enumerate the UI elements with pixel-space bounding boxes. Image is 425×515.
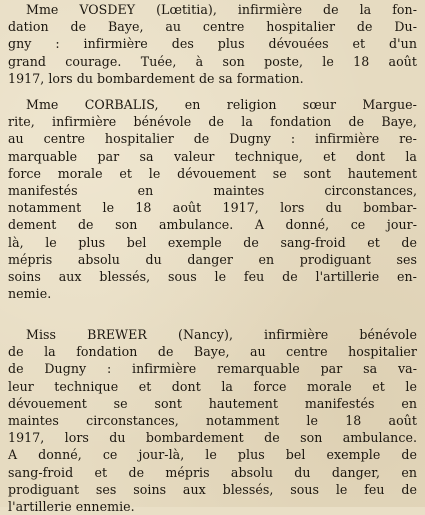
text-line: soins aux blessés, sous le feu de l'artillerie en-	[8, 268, 417, 284]
text-line: maintes circonstances, notamment le 18 août	[8, 412, 417, 428]
text-line: leur technique et dont la force morale et le	[8, 378, 417, 394]
text-line: de la fondation de Baye, au centre hospitalier	[8, 344, 417, 360]
citation-brewer	[8, 326, 417, 515]
text-line: rite, infirmière bénévole de la fondation de Baye,	[8, 114, 417, 130]
text-line: au centre hospitalier de Dugny : infirmière re-	[8, 131, 417, 147]
text-line: de Dugny : infirmière remarquable par sa va-	[8, 361, 417, 377]
text-line: dévouement se sont hautement manifestés en	[8, 395, 417, 411]
text-line: prodiguant ses soins aux blessés, sous le feu de	[8, 481, 417, 497]
text-line: force morale et le dévouement se sont hautement	[8, 165, 417, 181]
text-line: manifestés en maintes circonstances,	[8, 182, 417, 198]
text-line: gny : infirmière des plus dévouées et d'un	[8, 36, 417, 52]
text-line: mépris absolu du danger en prodiguant ses	[8, 251, 417, 267]
text-line: Miss BREWER (Nancy), infirmière bénévole	[26, 327, 417, 342]
citation-corbalis	[8, 96, 417, 302]
text-line: notamment le 18 août 1917, lors du bombar-	[8, 200, 417, 216]
text-line: 1917, lors du bombardement de sa formation.	[8, 70, 304, 86]
text-line: A donné, ce jour-là, le plus bel exemple de	[8, 447, 417, 463]
text-line: Mme VOSDEY (Lœtitia), infirmière de la fon-	[26, 2, 417, 17]
text-line: là, le plus bel exemple de sang-froid et de	[8, 234, 417, 250]
text-line: nemie.	[8, 286, 52, 302]
citation-vosdey	[8, 1, 417, 87]
text-line: grand courage. Tuée, à son poste, le 18 août	[8, 53, 417, 69]
text-line: Mme CORBALIS, en religion sœur Margue-	[26, 97, 417, 112]
text-line: sang-froid et de mépris absolu du danger, en	[8, 464, 417, 480]
text-line: dation de Baye, au centre hospitalier de Du-	[8, 19, 417, 35]
text-line: dement de son ambulance. A donné, ce jour-	[8, 217, 417, 233]
text-line: marquable par sa valeur technique, et dont la	[8, 148, 417, 164]
text-line: 1917, lors du bombardement de son ambulance.	[8, 430, 417, 446]
text-line: l'artillerie ennemie.	[8, 498, 135, 514]
